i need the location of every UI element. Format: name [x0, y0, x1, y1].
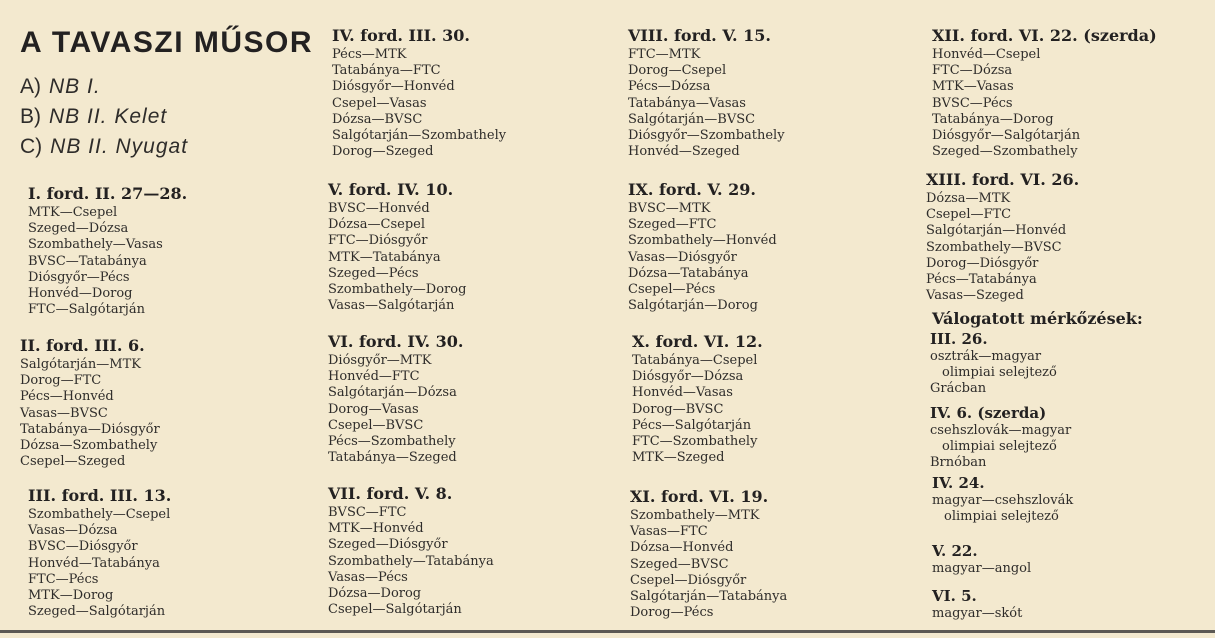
section-item [20, 132, 188, 162]
round-block [926, 170, 1079, 304]
match-list [28, 507, 171, 620]
match-item: Szombathely—Csepel [28, 507, 171, 522]
match-list [328, 505, 494, 618]
international-date: VI. 5. [932, 587, 977, 605]
match-item: Dorog—Vasas [328, 401, 419, 417]
match-list [328, 353, 463, 466]
match-item: Szombathely—MTK [630, 508, 760, 523]
match-item: Diósgyőr—Pécs [28, 269, 130, 285]
round-heading: VIII. ford. V. 15. [628, 26, 771, 45]
match-item: Szombathely—Vasas [28, 237, 163, 253]
match-item: BVSC—FTC [328, 505, 407, 520]
match-item: Csepel—Salgótarján [328, 602, 462, 618]
match-item: Csepel—FTC [926, 207, 1012, 223]
match-item: Szombathely—Tatabánya [328, 553, 494, 569]
match-item: Dorog—Pécs [630, 605, 714, 621]
match-list [926, 191, 1079, 304]
section-name: NB II. Kelet [49, 105, 168, 128]
match-item: Tatabánya—Csepel [632, 353, 758, 368]
match-item: FTC—Szombathely [632, 434, 758, 450]
international-detail: olimpiai selejtező [942, 439, 1057, 454]
international-detail: Brnóban [930, 455, 987, 470]
match-item: Dózsa—MTK [926, 191, 1011, 206]
round-heading: II. ford. III. 6. [20, 336, 145, 355]
match-item: Honvéd—Dorog [28, 286, 133, 302]
match-item: MTK—Szeged [632, 450, 725, 466]
international-detail: osztrák—magyar [930, 349, 1042, 364]
international-match [932, 542, 1031, 577]
section-name: NB II. Nyugat [50, 135, 189, 158]
round-heading: III. ford. III. 13. [28, 486, 172, 505]
match-item: Szombathely—BVSC [926, 239, 1062, 255]
match-item: Diósgyőr—Dózsa [632, 369, 744, 385]
section-item [20, 102, 188, 132]
match-item: Tatabánya—Dorog [932, 111, 1054, 127]
round-block [20, 336, 160, 470]
match-item: BVSC—Pécs [932, 95, 1013, 111]
round-block [932, 26, 1157, 160]
match-list [932, 47, 1157, 160]
match-item: Vasas—Diósgyőr [628, 249, 737, 265]
match-item: MTK—Csepel [28, 205, 118, 220]
round-heading: IV. ford. III. 30. [332, 26, 470, 45]
match-item: Honvéd—Tatabánya [28, 555, 160, 571]
match-item: Dózsa—Dorog [328, 586, 422, 602]
international-match [930, 330, 1057, 397]
match-item: Dózsa—Tatabánya [628, 265, 749, 281]
match-item: BVSC—Honvéd [328, 201, 430, 216]
round-block [628, 26, 785, 160]
league-sections [20, 72, 188, 162]
match-item: Dózsa—BVSC [332, 111, 423, 127]
international-detail: magyar—skót [932, 606, 1023, 621]
round-block [328, 484, 494, 618]
match-list [332, 47, 506, 160]
match-item: Tatabánya—FTC [332, 63, 441, 79]
match-item: Dorog—Szeged [332, 144, 434, 160]
international-match [932, 587, 1022, 622]
match-item: Tatabánya—Diósgyőr [20, 421, 160, 437]
match-item: Pécs—Dózsa [628, 79, 711, 95]
match-item: Diósgyőr—Szombathely [628, 128, 785, 144]
match-item: Salgótarján—Dorog [628, 298, 758, 314]
match-item: Vasas—FTC [630, 524, 708, 540]
match-item: Salgótarján—Honvéd [926, 223, 1067, 239]
international-detail: olimpiai selejtező [942, 365, 1057, 380]
match-item: Dózsa—Honvéd [630, 540, 734, 556]
international-detail: csehszlovák—magyar [930, 423, 1072, 438]
round-block [328, 180, 466, 314]
match-item: Pécs—Honvéd [20, 389, 114, 405]
match-list [628, 47, 785, 160]
match-item: BVSC—Tatabánya [28, 253, 147, 269]
match-list [630, 508, 787, 621]
round-block [332, 26, 506, 160]
bottom-divider [0, 630, 1215, 633]
match-list [28, 205, 187, 318]
match-item: MTK—Vasas [932, 79, 1014, 95]
international-match [930, 404, 1071, 471]
match-item: Tatabánya—Szeged [328, 450, 457, 466]
match-item: Szeged—Dózsa [28, 221, 129, 237]
match-item: Honvéd—Szeged [628, 144, 740, 160]
section-letter: A) [20, 75, 41, 98]
match-item: Honvéd—Csepel [932, 47, 1041, 62]
match-item: Szeged—BVSC [630, 556, 729, 572]
match-item: Csepel—Pécs [628, 282, 716, 298]
match-item: Pécs—Tatabánya [926, 272, 1037, 288]
match-item: Salgótarján—BVSC [628, 111, 756, 127]
match-item: Szombathely—Honvéd [628, 233, 777, 249]
match-item: Szeged—FTC [628, 217, 717, 233]
match-item: Salgótarján—Dózsa [328, 385, 457, 401]
round-block [28, 184, 187, 318]
match-item: Vasas—Pécs [328, 569, 408, 585]
round-heading: VI. ford. IV. 30. [328, 332, 464, 351]
round-heading: XII. ford. VI. 22. (szerda) [932, 26, 1157, 45]
international-date: IV. 24. [932, 474, 985, 492]
international-match [932, 474, 1073, 525]
match-item: MTK—Tatabánya [328, 249, 441, 265]
match-item: MTK—Honvéd [328, 521, 424, 537]
match-item: Vasas—Salgótarján [328, 298, 455, 314]
match-item: Szeged—Szombathely [932, 144, 1078, 160]
match-list [632, 353, 763, 466]
international-detail: olimpiai selejtező [944, 509, 1059, 524]
match-item: FTC—Dózsa [932, 63, 1013, 79]
match-item: BVSC—Diósgyőr [28, 539, 138, 555]
section-name: NB I. [49, 75, 101, 98]
match-item: FTC—Salgótarján [28, 302, 145, 318]
match-item: Dorog—Diósgyőr [926, 255, 1039, 271]
round-block [630, 487, 787, 621]
match-item: FTC—Diósgyőr [328, 233, 428, 249]
international-detail: magyar—angol [932, 561, 1032, 576]
match-item: Vasas—Szeged [926, 288, 1024, 304]
international-detail: Grácban [930, 381, 987, 396]
international-detail: magyar—csehszlovák [932, 493, 1074, 508]
match-list [20, 357, 160, 470]
match-item: Vasas—BVSC [20, 405, 108, 421]
match-item: Salgótarján—Tatabánya [630, 589, 788, 605]
round-heading: VII. ford. V. 8. [328, 484, 453, 503]
match-item: BVSC—MTK [628, 201, 711, 216]
match-item: Dózsa—Szombathely [20, 438, 158, 454]
round-heading: X. ford. VI. 12. [632, 332, 763, 351]
match-item: Dorog—FTC [20, 373, 102, 389]
international-date: III. 26. [930, 330, 988, 348]
section-letter: B) [20, 105, 41, 128]
section-item [20, 72, 188, 102]
match-item: Dózsa—Csepel [328, 217, 426, 233]
match-item: Csepel—Vasas [332, 95, 427, 111]
page-title: A TAVASZI MŰSOR [20, 26, 314, 59]
match-item: MTK—Dorog [28, 588, 114, 604]
match-item: FTC—MTK [628, 47, 701, 62]
match-item: Diósgyőr—Honvéd [332, 79, 455, 95]
round-heading: V. ford. IV. 10. [328, 180, 454, 199]
section-letter: C) [20, 135, 43, 158]
round-block [628, 180, 777, 314]
match-item: Szeged—Diósgyőr [328, 537, 448, 553]
round-heading: XIII. ford. VI. 26. [926, 170, 1080, 189]
match-item: Szeged—Salgótarján [28, 604, 166, 620]
round-block [328, 332, 463, 466]
match-item: Tatabánya—Vasas [628, 95, 746, 111]
match-item: Diósgyőr—MTK [328, 353, 432, 368]
international-date: IV. 6. (szerda) [930, 404, 1047, 422]
match-item: Honvéd—Vasas [632, 385, 733, 401]
round-block [28, 486, 171, 620]
match-item: Honvéd—FTC [328, 369, 420, 385]
international-heading: Válogatott mérkőzések: [932, 309, 1143, 328]
match-item: Pécs—Salgótarján [632, 417, 752, 433]
match-item: Pécs—Szombathely [328, 434, 456, 450]
match-item: Pécs—MTK [332, 47, 407, 62]
round-heading: XI. ford. VI. 19. [630, 487, 769, 506]
match-item: Csepel—Diósgyőr [630, 572, 747, 588]
match-item: Csepel—BVSC [328, 417, 424, 433]
match-item: Dorog—Csepel [628, 63, 727, 79]
round-heading: IX. ford. V. 29. [628, 180, 756, 199]
match-item: FTC—Pécs [28, 571, 99, 587]
match-item: Csepel—Szeged [20, 454, 126, 470]
match-list [328, 201, 466, 314]
round-block [632, 332, 763, 466]
match-item: Dorog—BVSC [632, 401, 724, 417]
match-item: Szombathely—Dorog [328, 282, 467, 298]
match-item: Szeged—Pécs [328, 265, 419, 281]
match-item: Vasas—Dózsa [28, 523, 118, 539]
international-date: V. 22. [932, 542, 978, 560]
match-item: Salgótarján—Szombathely [332, 128, 507, 144]
match-item: Diósgyőr—Salgótarján [932, 128, 1081, 144]
match-list [628, 201, 777, 314]
round-heading: I. ford. II. 27—28. [28, 184, 188, 203]
match-item: Salgótarján—MTK [20, 357, 141, 372]
